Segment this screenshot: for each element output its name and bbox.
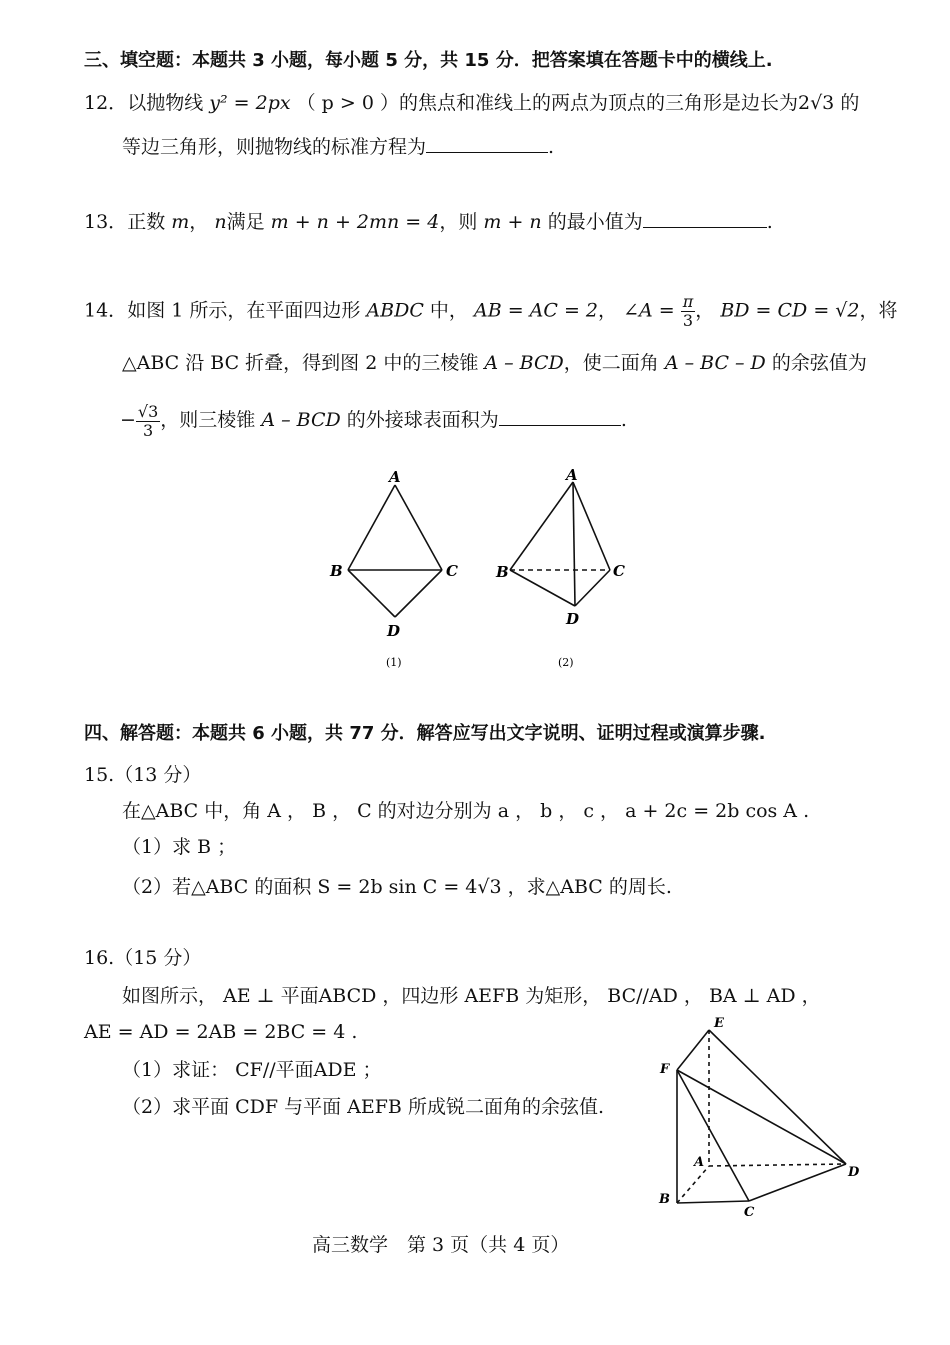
q12-text1: 以抛物线 (127, 92, 204, 114)
q14-comma1: ， (598, 299, 618, 322)
frac-num: √3 (137, 401, 159, 421)
fig3-edge-ba (677, 1166, 709, 1203)
fig1-edge-bd (348, 570, 395, 617)
fig1-label-a: A (389, 468, 401, 486)
fig2-label-a: A (566, 466, 578, 484)
fig3-label-d: D (848, 1165, 860, 1180)
q16-stem1: 如图所示， AE ⊥ 平面ABCD ，四边形 AEFB 为矩形， BC//AD ， BA ⊥ AD ， (122, 985, 821, 1007)
q13-end: . (766, 211, 773, 233)
figure-1 (348, 485, 442, 617)
q14-line2b: ，使二面角 (563, 352, 659, 374)
q14-line2a: △ABC 沿 BC 折叠，得到图 2 中的三棱锥 (122, 352, 479, 374)
q14-line2 (122, 350, 867, 376)
fig3-label-b: B (659, 1192, 670, 1207)
q13-expression: m + n (483, 211, 542, 233)
fig1-label-d: D (387, 622, 401, 640)
q12-line2 (122, 134, 554, 160)
q14-text3: ，将 (859, 299, 898, 322)
q14-comma2: ， (695, 299, 715, 322)
page-footer: 高三数学 第 3 页（共 4 页） (312, 1234, 570, 1256)
fig3-edges (677, 1030, 846, 1203)
fig3-edge-bc (677, 1201, 749, 1203)
q14-eq1: AB = AC = 2 (473, 299, 599, 322)
fig3-label-a: A (694, 1155, 705, 1170)
q13-number: 13． (84, 211, 128, 233)
q14-quadrilateral: ABDC (366, 299, 424, 322)
q15-header: 15.（13 分） (84, 764, 202, 786)
q14-answer-blank[interactable] (499, 407, 621, 426)
q14-line3b: 的外接球表面积为 (346, 409, 499, 431)
q13-equation: m + n + 2mn = 4 (270, 211, 440, 233)
frac-num: π (682, 292, 694, 311)
fig1-label-b: B (330, 562, 343, 580)
q12-text2: 的焦点和准线上的两点为顶点的三角形是边长为 (398, 92, 798, 114)
q14-line2c: 的余弦值为 (771, 352, 867, 374)
q15-part1: （1）求 B ； (122, 836, 237, 858)
q12-line1 (84, 90, 859, 116)
fig3-edge-ef (677, 1030, 709, 1070)
section3-heading: 三、填空题：本题共 3 小题，每小题 5 分，共 15 分．把答案填在答题卡中的横线上. (84, 50, 773, 71)
q14-sqrt3-over-3 (136, 403, 160, 440)
q14-line3 (120, 400, 627, 440)
q14-line3a: ，则三棱锥 (160, 409, 256, 431)
fig1-edge-ab (348, 485, 395, 570)
q12-equation: y² = 2px (209, 92, 291, 114)
fig1-caption: (1) (386, 656, 402, 669)
q13-var-m: m (171, 211, 190, 233)
fig2-label-b: B (496, 563, 509, 581)
fig1-edge-cd (395, 570, 442, 617)
q14-line1 (84, 293, 898, 330)
fig1-edge-ac (395, 485, 442, 570)
q14-pi-over-3 (681, 293, 696, 330)
fig3-label-f: F (660, 1062, 670, 1077)
fig3-edge-cd (749, 1164, 846, 1201)
q13-comma: ， (189, 211, 209, 233)
fig3-label-e: E (714, 1016, 724, 1031)
fig2-label-d: D (566, 610, 580, 628)
q14-tetrahedron: A – BCD (484, 352, 564, 374)
fig1-label-c: C (446, 562, 458, 580)
fig3-edge-ed (709, 1030, 846, 1164)
q16-part2: （2）求平面 CDF 与平面 AEFB 所成锐二面角的余弦值. (122, 1096, 604, 1118)
q14-tetrahedron-2: A – BCD (261, 409, 341, 431)
q14-number: 14． (84, 299, 128, 322)
section4-heading: 四、解答题：本题共 6 小题，共 77 分．解答应写出文字说明、证明过程或演算步骤. (84, 723, 766, 744)
q16-stem2: AE = AD = 2AB = 2BC = 4 . (84, 1021, 358, 1043)
q14-text1: 如图 1 所示，在平面四边形 (127, 299, 361, 322)
q16-header: 16.（15 分） (84, 947, 202, 969)
q14-angle: ∠A = (623, 299, 675, 322)
fig2-caption: (2) (558, 656, 574, 669)
q14-eq2: BD = CD = √2 (720, 299, 860, 322)
fig2-edge-cd (575, 570, 610, 606)
fig2-label-c: C (613, 562, 625, 580)
q13-text3: ，则 (439, 211, 478, 233)
q12-text3: 的 (840, 92, 860, 114)
frac-den: 3 (143, 420, 154, 440)
fig2-edge-ac (573, 482, 610, 570)
q12-condition: （ p > 0 ） (296, 92, 399, 114)
fig2-edge-ad (573, 482, 575, 606)
frac-den: 3 (682, 311, 694, 330)
q12-number: 12． (84, 92, 128, 114)
q15-stem: 在△ABC 中，角 A ， B ， C 的对边分别为 a ， b ， c ， a + 2c = 2b cos A . (122, 800, 810, 822)
q13-var-n: n (214, 211, 227, 233)
q13-text2: 满足 (226, 211, 265, 233)
q12-side-length: 2√3 (797, 92, 835, 114)
q13-text1: 正数 (127, 211, 166, 233)
fig2-edge-ab (510, 482, 573, 570)
q12-answer-blank[interactable] (426, 134, 548, 153)
fig2-edge-bd (510, 570, 575, 606)
q13-answer-blank[interactable] (643, 209, 767, 228)
q13-line (84, 209, 773, 235)
fig3-label-c: C (744, 1205, 755, 1220)
q12-end: . (548, 136, 555, 158)
figure-2 (510, 482, 610, 606)
q14-dihedral: A – BC – D (664, 352, 766, 374)
q14-neg: − (120, 409, 136, 431)
q12-line2-text: 等边三角形，则抛物线的标准方程为 (122, 136, 427, 158)
q15-part2: （2）若△ABC 的面积 S = 2b sin C = 4√3 ，求△ABC 的周长. (122, 876, 672, 898)
q14-figures (320, 460, 650, 680)
q14-text2: 中， (429, 299, 468, 322)
q16-part1: （1）求证： CF//平面ADE ； (122, 1059, 382, 1081)
q13-text4: 的最小值为 (547, 211, 643, 233)
q14-end: . (620, 409, 627, 431)
q16-figure (650, 1012, 870, 1222)
